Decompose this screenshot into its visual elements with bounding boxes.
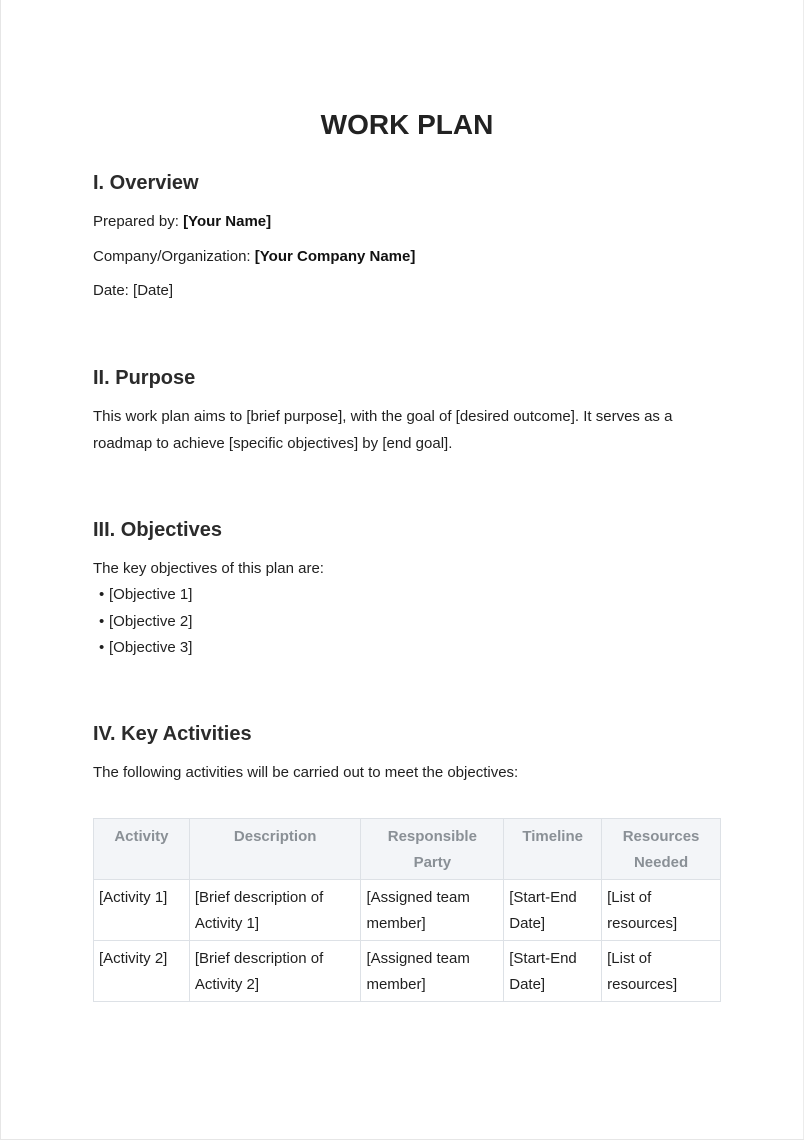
table-cell: [Start-End Date] (504, 941, 602, 1002)
table-cell: [List of resources] (602, 880, 721, 941)
bullet-icon: • (99, 639, 105, 656)
column-header-resources-needed: Resources Needed (602, 819, 721, 880)
activities-intro: The following activities will be carried out to meet the objectives: (93, 764, 519, 781)
table-header-row (94, 819, 721, 880)
table-cell: [Assigned team member] (361, 941, 504, 1002)
list-item: • [Objective 1] (93, 582, 192, 609)
column-header-responsible-party: Responsible Party (361, 819, 504, 880)
prepared-by-line (93, 209, 271, 235)
table-row (94, 941, 721, 1002)
bullet-icon: • (99, 612, 105, 630)
list-item: • [Objective 2] (93, 609, 192, 636)
bullet-icon: • (99, 586, 105, 603)
objectives-intro: The key objectives of this plan are: (93, 560, 324, 577)
purpose-text: This work plan aims to [brief purpose], with the goal of [desired outcome]. It serves as a roadmap to achieve [specific objectives] by [end goal]. (93, 408, 673, 452)
purpose-heading: II. Purpose (93, 367, 196, 389)
table-cell: [Brief description of Activity 2] (189, 941, 361, 1002)
table-cell: [Activity 1] (94, 880, 190, 941)
date-label: Date: (93, 282, 129, 299)
document-title: WORK PLAN (320, 109, 494, 140)
objectives-list (93, 582, 192, 662)
activities-table (93, 818, 721, 1002)
table-row (94, 880, 721, 941)
prepared-by-label: Prepared by: (93, 213, 179, 230)
prepared-by-value: [Your Name] (183, 213, 272, 230)
overview-heading: I. Overview (93, 172, 199, 194)
activities-heading: IV. Key Activities (93, 723, 252, 745)
company-value: [Your Company Name] (254, 248, 416, 265)
table-cell: [Start-End Date] (504, 880, 602, 941)
page-edge (0, 0, 1, 1140)
list-item: • [Objective 3] (93, 635, 192, 662)
column-header-timeline: Timeline (504, 819, 602, 880)
table-cell: [List of resources] (602, 941, 721, 1002)
table-cell: [Brief description of Activity 1] (189, 880, 361, 941)
company-label: Company/Organization: (93, 248, 251, 265)
table-cell: [Activity 2] (94, 941, 190, 1002)
column-header-description: Description (189, 819, 361, 880)
company-line (93, 244, 415, 270)
table-cell: [Assigned team member] (361, 880, 504, 941)
date-line (93, 278, 173, 304)
column-header-activity: Activity (94, 819, 190, 880)
date-value: [Date] (133, 282, 174, 299)
objectives-heading: III. Objectives (93, 519, 222, 541)
